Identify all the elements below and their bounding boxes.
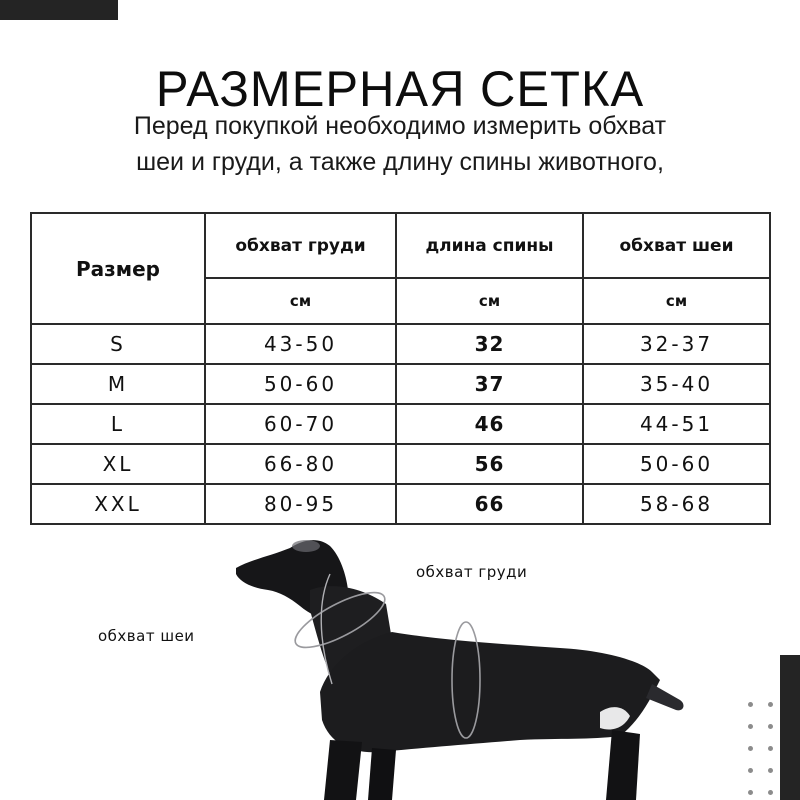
- size-cell: L: [31, 404, 205, 444]
- neck-cell: 44-51: [583, 404, 770, 444]
- neck-girth-label: обхват шеи: [98, 627, 195, 645]
- table-row: [31, 444, 770, 484]
- back-cell: 37: [396, 364, 583, 404]
- neck-cell: 32-37: [583, 324, 770, 364]
- dog-illustration: [0, 530, 800, 800]
- size-cell: XL: [31, 444, 205, 484]
- chest-cell: 66-80: [205, 444, 396, 484]
- back-cell: 56: [396, 444, 583, 484]
- neck-column-header: обхват шеи: [583, 213, 770, 278]
- subtitle: [0, 108, 800, 180]
- corner-decor-bar-right: [780, 655, 800, 800]
- back-cell: 32: [396, 324, 583, 364]
- chest-unit: см: [205, 278, 396, 324]
- back-unit: см: [396, 278, 583, 324]
- table-header-row: [31, 213, 770, 278]
- dot-grid-decor: [748, 702, 776, 800]
- size-cell: XXL: [31, 484, 205, 524]
- coat-body: [320, 632, 660, 752]
- corner-decor-bar: [0, 0, 118, 20]
- dog-back-leg: [606, 730, 640, 800]
- chest-cell: 60-70: [205, 404, 396, 444]
- size-cell: S: [31, 324, 205, 364]
- back-cell: 66: [396, 484, 583, 524]
- chest-column-header: обхват груди: [205, 213, 396, 278]
- size-chart-table: [30, 212, 771, 525]
- chest-cell: 50-60: [205, 364, 396, 404]
- table-row: [31, 404, 770, 444]
- neck-unit: см: [583, 278, 770, 324]
- chest-girth-label: обхват груди: [416, 563, 528, 581]
- neck-cell: 58-68: [583, 484, 770, 524]
- subtitle-line-2: шеи и груди, а также длину спины животного,: [136, 148, 664, 176]
- size-column-header: Размер: [31, 213, 205, 324]
- chest-cell: 80-95: [205, 484, 396, 524]
- size-cell: M: [31, 364, 205, 404]
- back-cell: 46: [396, 404, 583, 444]
- table-row: [31, 324, 770, 364]
- neck-cell: 35-40: [583, 364, 770, 404]
- chest-cell: 43-50: [205, 324, 396, 364]
- table-row: [31, 484, 770, 524]
- dog-front-leg: [324, 740, 362, 800]
- table-row: [31, 364, 770, 404]
- back-column-header: длина спины: [396, 213, 583, 278]
- subtitle-line-1: Перед покупкой необходимо измерить обхват: [133, 112, 667, 140]
- neck-cell: 50-60: [583, 444, 770, 484]
- page-title: РАЗМЕРНАЯ СЕТКА: [155, 60, 645, 117]
